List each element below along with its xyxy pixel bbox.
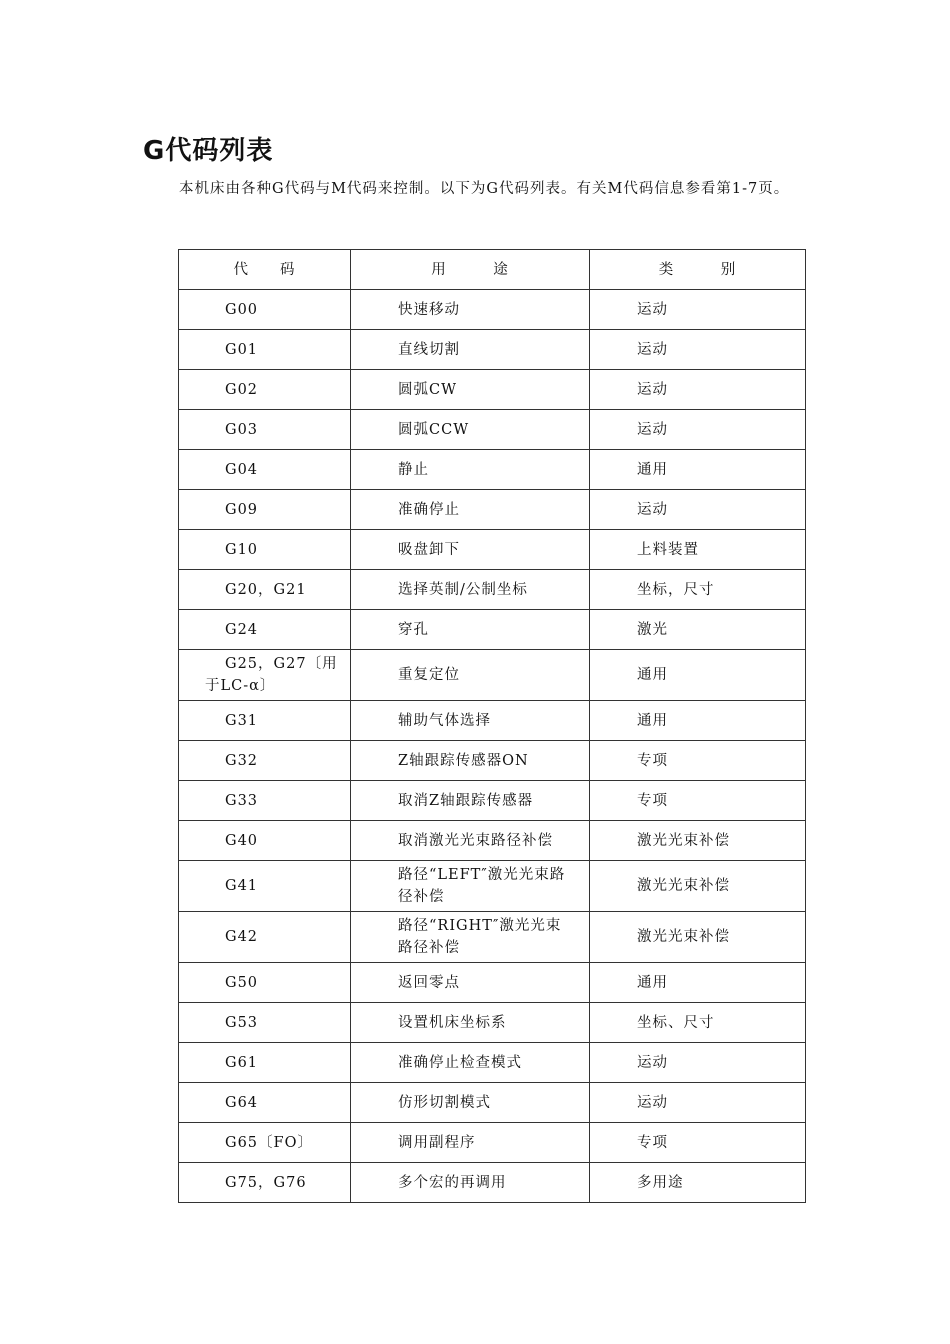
use-cell: 快速移动 xyxy=(351,290,590,330)
use-cell: 取消Z轴跟踪传感器 xyxy=(351,781,590,821)
table-row xyxy=(179,912,806,963)
use-cell: 重复定位 xyxy=(351,650,590,701)
code-cell: G61 xyxy=(179,1043,351,1083)
code-cell: G09 xyxy=(179,490,351,530)
category-cell: 坐标，尺寸 xyxy=(590,570,806,610)
table-row xyxy=(179,410,806,450)
use-cell: 吸盘卸下 xyxy=(351,530,590,570)
table-row xyxy=(179,1003,806,1043)
table-row xyxy=(179,570,806,610)
code-cell: G42 xyxy=(179,912,351,963)
category-cell: 运动 xyxy=(590,410,806,450)
category-cell: 运动 xyxy=(590,290,806,330)
use-cell: 调用副程序 xyxy=(351,1123,590,1163)
category-cell: 专项 xyxy=(590,1123,806,1163)
use-cell: 选择英制/公制坐标 xyxy=(351,570,590,610)
intro-paragraph: 本机床由各种G代码与M代码来控制。以下为G代码列表。有关M代码信息参看第1-7页。 xyxy=(179,181,790,197)
use-cell: 返回零点 xyxy=(351,963,590,1003)
code-cell: G25，G27〔用于LC-α〕 xyxy=(179,650,351,701)
category-cell: 激光光束补偿 xyxy=(590,821,806,861)
category-cell: 运动 xyxy=(590,1043,806,1083)
code-cell: G20，G21 xyxy=(179,570,351,610)
category-cell: 运动 xyxy=(590,370,806,410)
table-row xyxy=(179,861,806,912)
category-cell: 运动 xyxy=(590,490,806,530)
table-row xyxy=(179,530,806,570)
use-cell: 设置机床坐标系 xyxy=(351,1003,590,1043)
header-use: 用 途 xyxy=(351,250,590,290)
code-cell: G75，G76 xyxy=(179,1163,351,1203)
use-cell: 路径“RIGHT″激光光束路径补偿 xyxy=(351,912,590,963)
use-cell: 穿孔 xyxy=(351,610,590,650)
table-row xyxy=(179,330,806,370)
use-cell: Z轴跟踪传感器ON xyxy=(351,741,590,781)
use-cell: 取消激光光束路径补偿 xyxy=(351,821,590,861)
category-cell: 通用 xyxy=(590,963,806,1003)
category-cell: 坐标、尺寸 xyxy=(590,1003,806,1043)
table-row xyxy=(179,1163,806,1203)
use-cell: 准确停止检查模式 xyxy=(351,1043,590,1083)
table-header-row xyxy=(179,250,806,290)
code-cell: G50 xyxy=(179,963,351,1003)
use-cell: 圆弧CW xyxy=(351,370,590,410)
category-cell: 激光 xyxy=(590,610,806,650)
category-cell: 通用 xyxy=(590,650,806,701)
table-row xyxy=(179,1043,806,1083)
code-cell: G04 xyxy=(179,450,351,490)
code-cell: G03 xyxy=(179,410,351,450)
code-cell: G32 xyxy=(179,741,351,781)
category-cell: 上料装置 xyxy=(590,530,806,570)
table-row xyxy=(179,821,806,861)
use-cell: 直线切割 xyxy=(351,330,590,370)
code-cell: G24 xyxy=(179,610,351,650)
table-row xyxy=(179,650,806,701)
code-cell: G40 xyxy=(179,821,351,861)
code-cell: G65〔FO〕 xyxy=(179,1123,351,1163)
table-row xyxy=(179,450,806,490)
code-cell: G53 xyxy=(179,1003,351,1043)
use-cell: 辅助气体选择 xyxy=(351,701,590,741)
table-row xyxy=(179,781,806,821)
table-row xyxy=(179,370,806,410)
category-cell: 通用 xyxy=(590,450,806,490)
use-cell: 静止 xyxy=(351,450,590,490)
code-cell: G41 xyxy=(179,861,351,912)
category-cell: 激光光束补偿 xyxy=(590,912,806,963)
header-code: 代 码 xyxy=(179,250,351,290)
use-cell: 仿形切割模式 xyxy=(351,1083,590,1123)
use-cell: 多个宏的再调用 xyxy=(351,1163,590,1203)
category-cell: 激光光束补偿 xyxy=(590,861,806,912)
code-cell: G64 xyxy=(179,1083,351,1123)
table-row xyxy=(179,290,806,330)
code-cell: G10 xyxy=(179,530,351,570)
g-code-table xyxy=(178,249,806,1203)
code-cell: G33 xyxy=(179,781,351,821)
table-row xyxy=(179,963,806,1003)
code-cell: G02 xyxy=(179,370,351,410)
table-row xyxy=(179,701,806,741)
category-cell: 运动 xyxy=(590,1083,806,1123)
table-row xyxy=(179,1123,806,1163)
category-cell: 专项 xyxy=(590,781,806,821)
category-cell: 运动 xyxy=(590,330,806,370)
category-cell: 专项 xyxy=(590,741,806,781)
table-row xyxy=(179,610,806,650)
category-cell: 通用 xyxy=(590,701,806,741)
code-cell: G31 xyxy=(179,701,351,741)
table-row xyxy=(179,490,806,530)
header-category: 类 别 xyxy=(590,250,806,290)
table-row xyxy=(179,1083,806,1123)
code-cell: G01 xyxy=(179,330,351,370)
use-cell: 准确停止 xyxy=(351,490,590,530)
page-title: G代码列表 xyxy=(143,136,274,166)
use-cell: 路径“LEFT″激光光束路径补偿 xyxy=(351,861,590,912)
table-row xyxy=(179,741,806,781)
use-cell: 圆弧CCW xyxy=(351,410,590,450)
code-cell: G00 xyxy=(179,290,351,330)
category-cell: 多用途 xyxy=(590,1163,806,1203)
